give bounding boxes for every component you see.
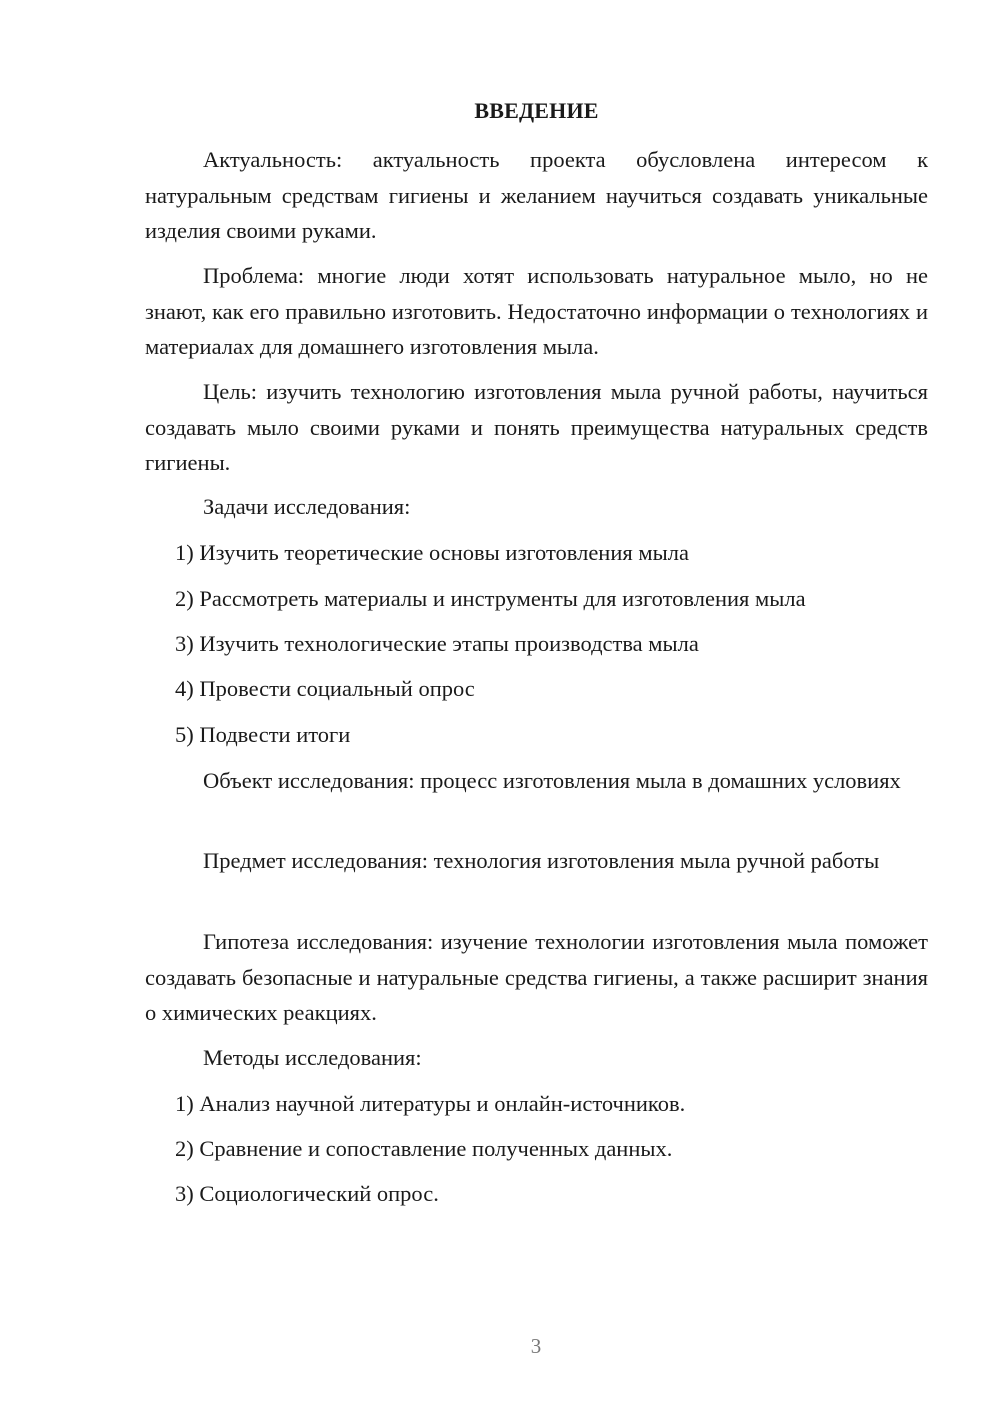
- object-paragraph: Объект исследования: процесс изготовления мыла в домашних условиях: [203, 768, 901, 793]
- method-item-2: 2) Сравнение и сопоставление полученных данных.: [175, 1136, 673, 1161]
- problem-paragraph: Проблема: многие люди хотят использовать натуральное мыло, но не знают, как его правильно изготовить. Недостаточно информации о технологиях и материалах для домашнего изготовления мыла.: [145, 263, 928, 359]
- task-item-2: 2) Рассмотреть материалы и инструменты для изготовления мыла: [175, 586, 806, 611]
- method-item-1: 1) Анализ научной литературы и онлайн-источников.: [175, 1091, 686, 1116]
- page-title: ВВЕДЕНИЕ: [474, 98, 599, 123]
- task-item-3: 3) Изучить технологические этапы производства мыла: [175, 631, 699, 656]
- tasks-heading: Задачи исследования:: [203, 494, 411, 519]
- subject-paragraph: Предмет исследования: технология изготовления мыла ручной работы: [203, 848, 880, 873]
- task-item-1: 1) Изучить теоретические основы изготовления мыла: [175, 540, 689, 565]
- task-item-5: 5) Подвести итоги: [175, 722, 351, 747]
- hypothesis-paragraph: Гипотеза исследования: изучение технологии изготовления мыла поможет создавать безопасные и натуральные средства гигиены, а также расширит знания о химических реакциях.: [145, 929, 928, 1025]
- methods-heading: Методы исследования:: [203, 1045, 422, 1070]
- relevance-paragraph: Актуальность: актуальность проекта обусловлена интересом к натуральным средствам гигиены и желанием научиться создавать уникальные изделия своими руками.: [145, 147, 928, 243]
- page-number: 3: [530, 1334, 542, 1358]
- goal-paragraph: Цель: изучить технологию изготовления мыла ручной работы, научиться создавать мыло своими руками и понять преимущества натуральных средств гигиены.: [145, 379, 928, 475]
- task-item-4: 4) Провести социальный опрос: [175, 676, 475, 701]
- method-item-3: 3) Социологический опрос.: [175, 1181, 439, 1206]
